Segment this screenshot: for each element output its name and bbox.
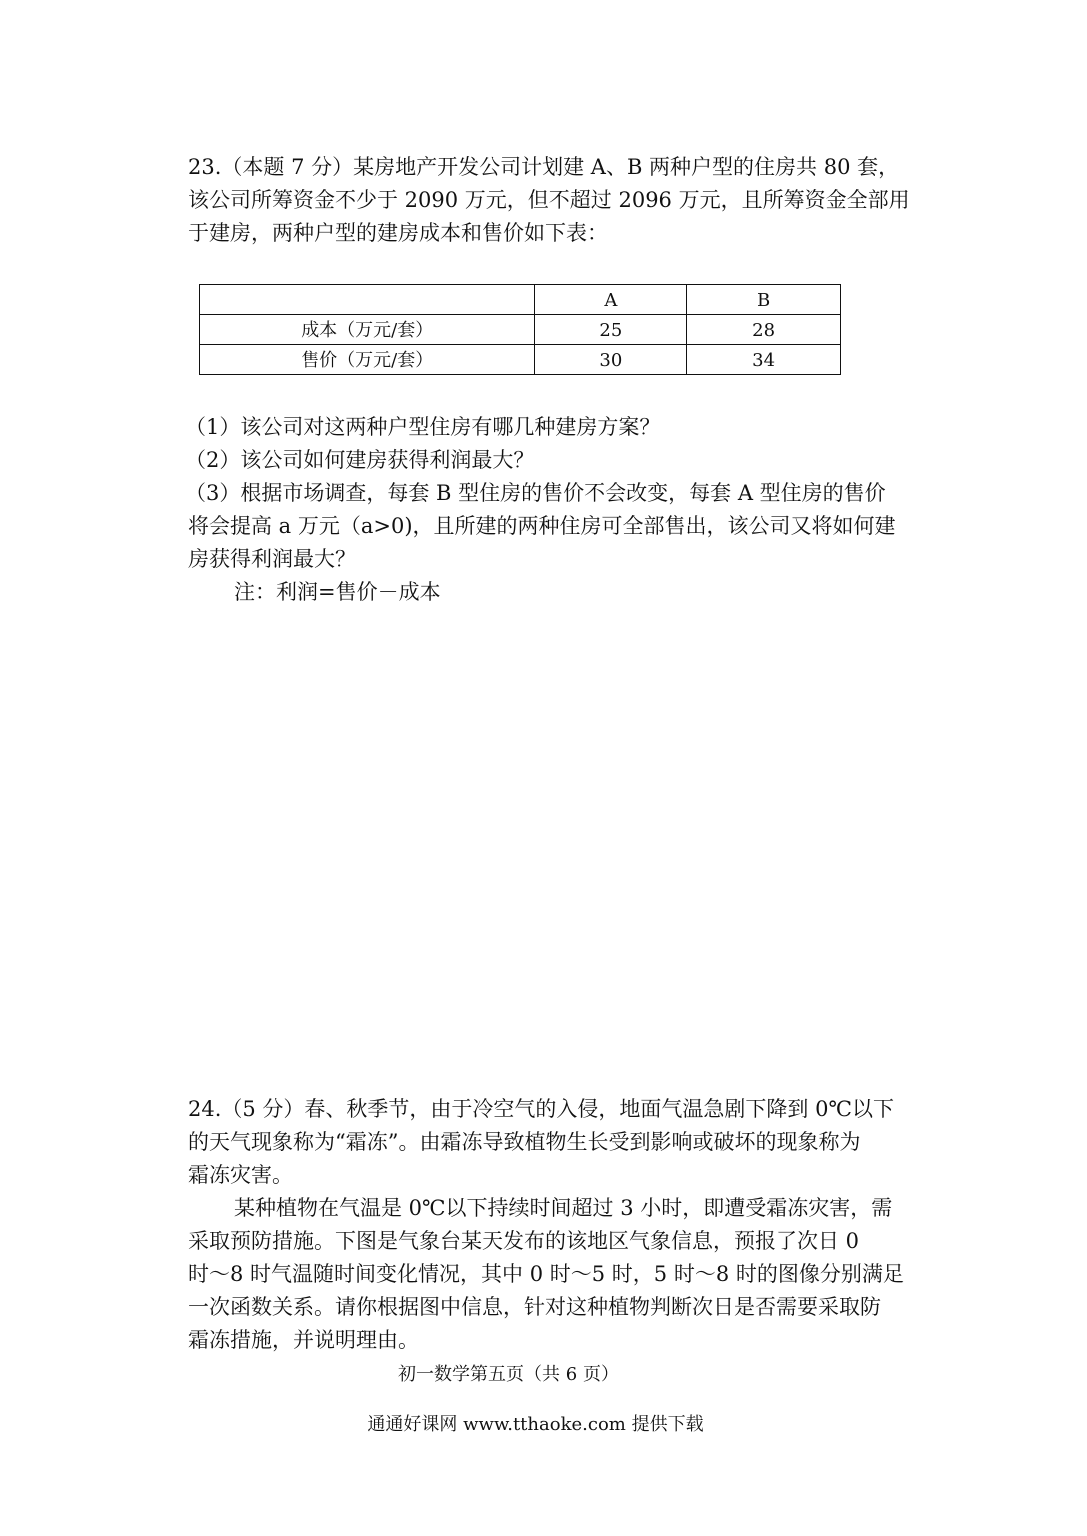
table-cell: 成本（万元/套）	[200, 315, 535, 345]
q24-line-7: 一次函数关系。请你根据图中信息，针对这种植物判断次日是否需要采取防	[188, 1295, 881, 1319]
q23-line-3: 于建房，两种户型的建房成本和售价如下表：	[188, 221, 608, 245]
q24-line-2: 的天气现象称为“霜冻”。由霜冻导致植物生长受到影响或破坏的现象称为	[188, 1130, 861, 1154]
q24-line-3: 霜冻灾害。	[188, 1163, 293, 1187]
table-header-row	[200, 285, 841, 315]
q23-part-1: （1）该公司对这两种户型住房有哪几种建房方案？	[185, 415, 661, 439]
table-cell: 25	[535, 315, 687, 345]
q24-line-1: 24.（5 分）春、秋季节，由于冷空气的入侵，地面气温急剧下降到 0℃以下	[188, 1097, 894, 1121]
page-number-label: 初一数学第五页（共 6 页）	[398, 1364, 619, 1385]
q23-part-3-line-2: 将会提高 a 万元（a>0)，且所建的两种住房可全部售出，该公司又将如何建	[188, 514, 896, 538]
table-row	[200, 345, 841, 375]
source-watermark: 通通好课网 www.tthaoke.com 提供下载	[367, 1414, 704, 1435]
q23-part-2: （2）该公司如何建房获得利润最大？	[185, 448, 535, 472]
table-cell: 售价（万元/套）	[200, 345, 535, 375]
q23-line-1: 23.（本题 7 分）某房地产开发公司计划建 A、B 两种户型的住房共 80 套，	[188, 155, 900, 179]
table-header-cell: B	[687, 285, 841, 315]
table-header-cell	[200, 285, 535, 315]
q24-line-5: 采取预防措施。下图是气象台某天发布的该地区气象信息，预报了次日 0	[188, 1229, 860, 1253]
table-header-cell: A	[535, 285, 687, 315]
q24-line-6: 时～8 时气温随时间变化情况，其中 0 时～5 时，5 时～8 时的图像分别满足	[188, 1262, 904, 1286]
q24-line-4: 某种植物在气温是 0℃以下持续时间超过 3 小时，即遭受霜冻灾害，需	[234, 1196, 893, 1220]
table-row	[200, 315, 841, 345]
table-cell: 34	[687, 345, 841, 375]
q23-part-3-line-1: （3）根据市场调查，每套 B 型住房的售价不会改变，每套 A 型住房的售价	[185, 481, 886, 505]
q23-part-3-line-3: 房获得利润最大？	[188, 547, 356, 571]
q23-line-2: 该公司所筹资金不少于 2090 万元，但不超过 2096 万元，且所筹资金全部用	[188, 188, 910, 212]
table-cell: 30	[535, 345, 687, 375]
q24-line-8: 霜冻措施，并说明理由。	[188, 1328, 419, 1352]
q23-note: 注：利润=售价－成本	[234, 580, 441, 604]
cost-price-table	[199, 284, 841, 375]
table-cell: 28	[687, 315, 841, 345]
